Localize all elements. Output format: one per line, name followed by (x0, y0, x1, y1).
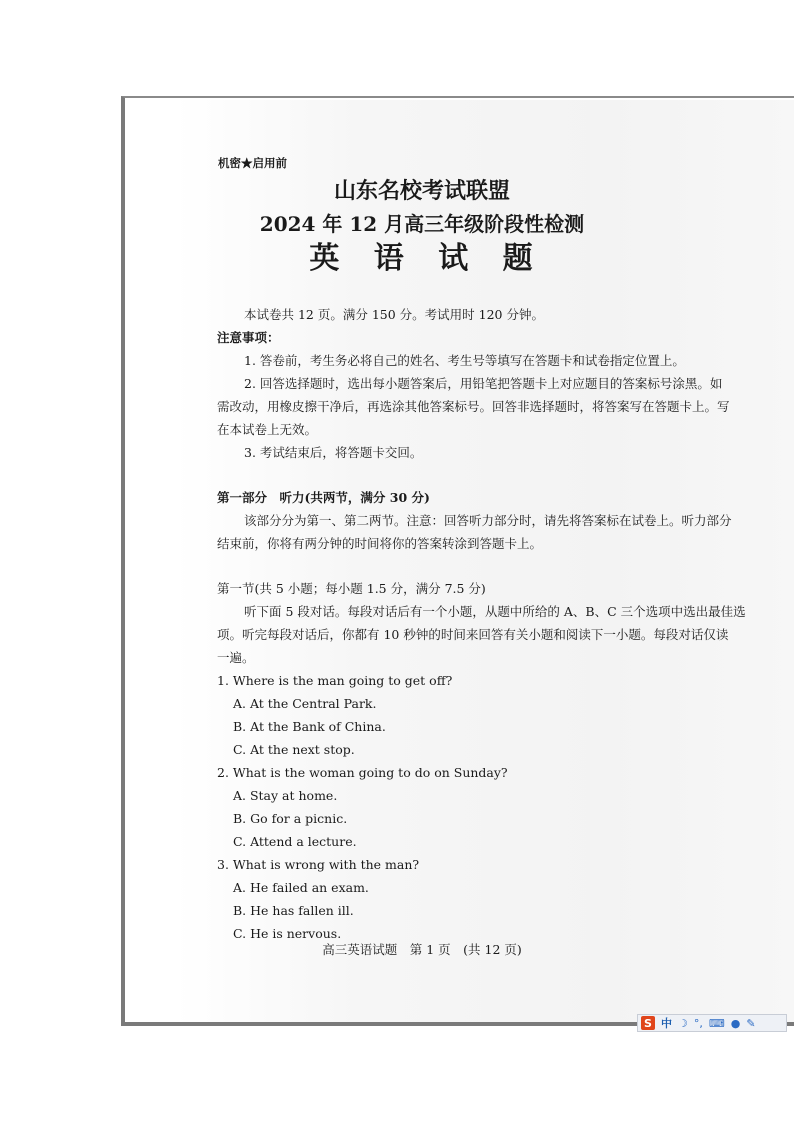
notes-title: 注意事项： (217, 330, 280, 345)
moon-icon[interactable]: ☽ (678, 1016, 688, 1030)
note-2-line3: 在本试卷上无效。 (217, 422, 318, 437)
q3-option-a: A. He failed an exam. (233, 880, 369, 895)
keyboard-icon[interactable]: ⌨ (708, 1016, 725, 1030)
note-2-line1: 2. 回答选择题时，选出每小题答案后，用铅笔把答题卡上对应题目的答案标号涂黑。如 (244, 376, 723, 391)
q2-option-c: C. Attend a lecture. (233, 834, 357, 849)
q3-option-c: C. He is nervous. (233, 926, 342, 941)
ime-toolbar[interactable] (637, 1014, 787, 1032)
wrench-icon[interactable]: ✎ (746, 1016, 756, 1030)
section1-desc-line2: 项。听完每段对话后，你都有 10 秒钟的时间来回答有关小题和阅读下一小题。每段对话仅读 (217, 627, 729, 642)
q3-option-b: B. He has fallen ill. (233, 903, 354, 918)
note-2-line2: 需改动，用橡皮擦干净后，再选涂其他答案标号。回答非选择题时，将答案写在答题卡上。写 (217, 399, 730, 414)
section1-title: 第一节(共 5 小题；每小题 1.5 分，满分 7.5 分) (217, 581, 486, 596)
question-2: 2. What is the woman going to do on Sunday? (217, 765, 508, 780)
page-footer: 高三英语试题 第 1 页 (共 12 页) (322, 942, 522, 957)
part1-desc-line1: 该部分分为第一、第二两节。注意：回答听力部分时，请先将答案标在试卷上。听力部分 (244, 513, 732, 528)
user-icon[interactable]: ● (730, 1016, 741, 1030)
question-1: 1. Where is the man going to get off? (217, 673, 453, 688)
exam-title: 2024 年 12 月高三年级阶段性检测 (259, 212, 585, 236)
ime-language-toggle[interactable]: 中 (661, 1017, 672, 1030)
question-3: 3. What is wrong with the man? (217, 857, 420, 872)
q1-option-c: C. At the next stop. (233, 742, 355, 757)
confidential-label: 机密★启用前 (218, 156, 287, 170)
part1-title: 第一部分 听力(共两节，满分 30 分) (217, 490, 430, 505)
section1-desc-line1: 听下面 5 段对话。每段对话后有一个小题，从题中所给的 A、B、C 三个选项中选出最佳选 (244, 604, 746, 619)
org-title: 山东名校考试联盟 (333, 178, 510, 204)
ime-logo-icon[interactable]: S (641, 1016, 655, 1030)
q1-option-b: B. At the Bank of China. (233, 719, 386, 734)
punctuation-icon[interactable]: °, (693, 1016, 703, 1030)
q2-option-b: B. Go for a picnic. (233, 811, 348, 826)
subject-title: 英 语 试 题 (309, 241, 545, 276)
section1-desc-line3: 一遍。 (217, 650, 255, 665)
part1-desc-line2: 结束前，你将有两分钟的时间将你的答案转涂到答题卡上。 (217, 536, 543, 551)
q1-option-a: A. At the Central Park. (233, 696, 377, 711)
q2-option-a: A. Stay at home. (233, 788, 338, 803)
note-1: 1. 答卷前，考生务必将自己的姓名、考生号等填写在答题卡和试卷指定位置上。 (244, 353, 685, 368)
intro-text: 本试卷共 12 页。满分 150 分。考试用时 120 分钟。 (244, 307, 544, 322)
note-3: 3. 考试结束后，将答题卡交回。 (244, 445, 423, 460)
